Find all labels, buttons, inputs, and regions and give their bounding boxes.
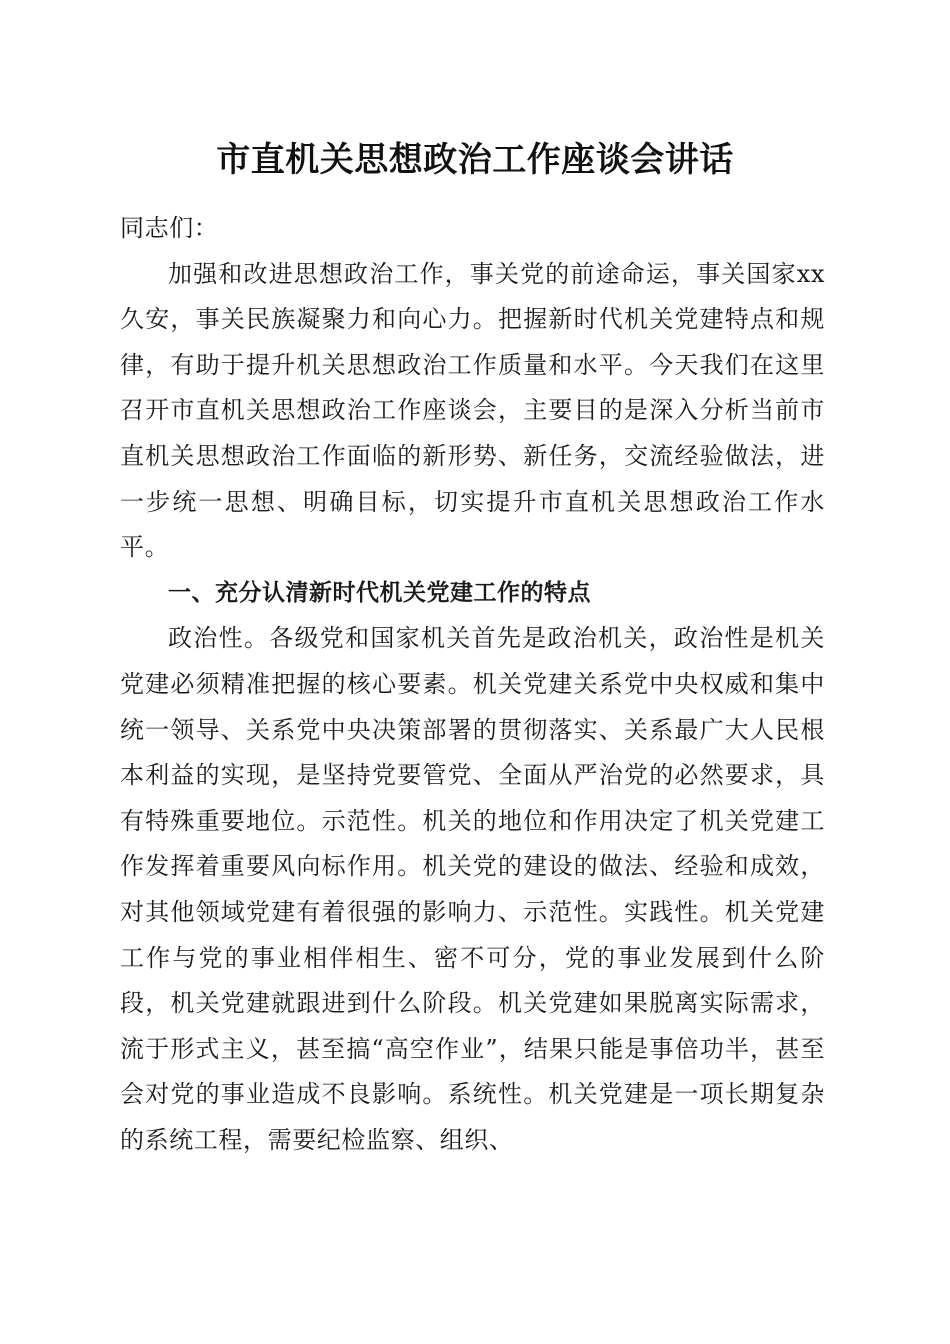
section-1-heading: 一、充分认清新时代机关党建工作的特点 xyxy=(168,579,591,606)
intro-paragraph: 加强和改进思想政治工作，事关党的前途命运，事关国家xx久安，事关民族凝聚力和向心力。把握新时代机关党建特点和规律，有助于提升机关思想政治工作质量和水平。今天我们在这里召开市直机关思想政治工作座谈会，主要目的是深入分析当前市直机关思想政治工作面临的新形势、新任务，交流经验做法，进一步统一思想、明确目标，切实提升市直机关思想政治工作水平。 xyxy=(120,259,825,562)
section-1-paragraph: 政治性。各级党和国家机关首先是政治机关，政治性是机关党建必须精准把握的核心要素。机关党建关系党中央权威和集中统一领导、关系党中央决策部署的贯彻落实、关系最广大人民根本利益的实现，是坚持党要管党、全面从严治党的必然要求，具有特殊重要地位。示范性。机关的地位和作用决定了机关党建工作发挥着重要风向标作用。机关党的建设的做法、经验和成效，对其他领域党建有着很强的影响力、示范性。实践性。机关党建工作与党的事业相伴相生、密不可分，党的事业发展到什么阶段，机关党建就跟进到什么阶段。机关党建如果脱离实际需求，流于形式主义，甚至搞“高空作业”，结果只能是事倍功半，甚至会对党的事业造成不良影响。系统性。机关党建是一项长期复杂的系统工程，需要纪检监察、组织、 xyxy=(120,624,825,1154)
salutation: 同志们： xyxy=(120,214,219,242)
document-body xyxy=(120,206,825,1163)
document-title: 市直机关思想政治工作座谈会讲话 xyxy=(216,140,734,180)
